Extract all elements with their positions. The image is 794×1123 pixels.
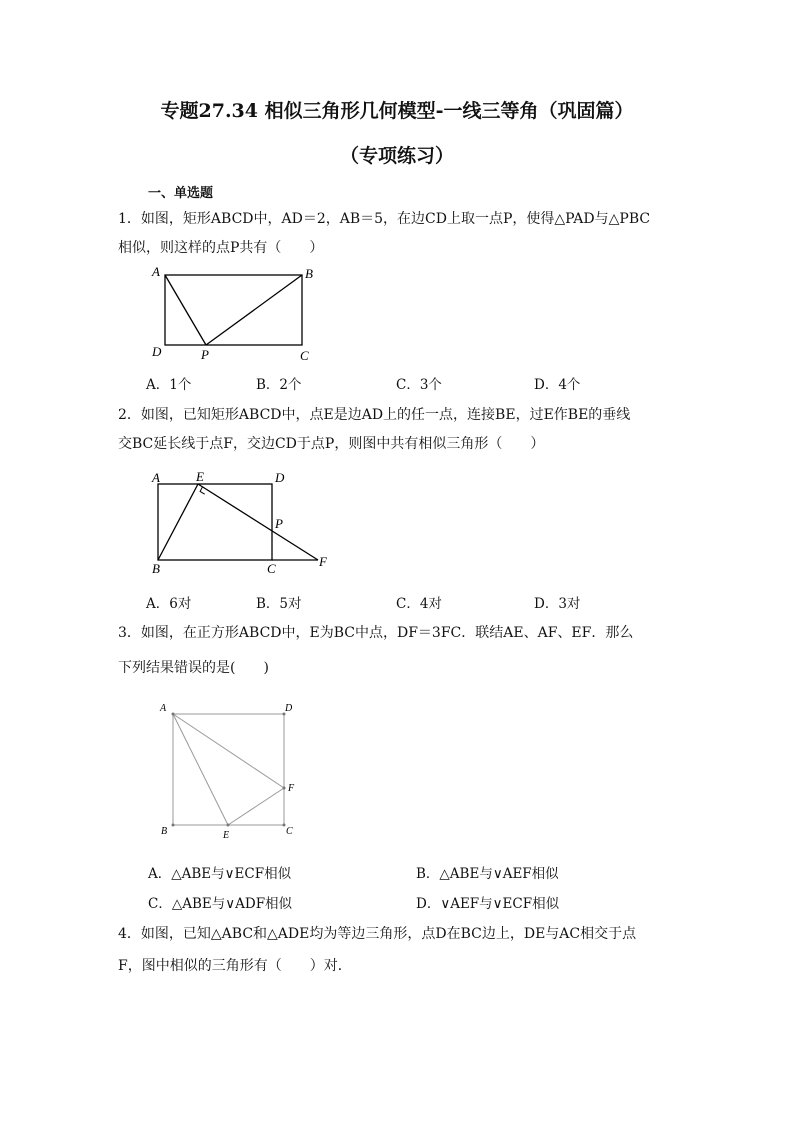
q2-option-a: A．6对 — [146, 596, 192, 612]
q1-label-B: B — [305, 266, 313, 281]
q3-option-d: D．∨AEF与∨ECF相似 — [416, 896, 560, 912]
q3-label-F: F — [288, 783, 295, 794]
q1-label-A: A — [152, 264, 160, 279]
q3-label-C: C — [286, 826, 293, 837]
question-2-text-line2: 交BC延长线于点F，交边CD于点P，则图中共有相似三角形（ ） — [118, 436, 545, 452]
section-heading: 一、单选题 — [148, 186, 214, 201]
question-3-figure — [150, 695, 310, 845]
question-2-text-line1: 2．如图，已知矩形ABCD中，点E是边AD上的任一点，连接BE，过E作BE的垂线 — [118, 407, 631, 423]
question-4-text-line2: F，图中相似的三角形有（ ）对． — [118, 958, 352, 974]
question-1-text-line1: 1．如图，矩形ABCD中，AD＝2，AB＝5，在边CD上取一点P，使得△PAD与△PBC — [118, 211, 651, 227]
page-subtitle: （专项练习） — [339, 145, 454, 167]
q1-label-D: D — [152, 344, 162, 359]
q2-option-d: D．3对 — [534, 596, 581, 612]
question-1-text-line2: 相似，则这样的点P共有（ ） — [118, 240, 324, 256]
q3-label-D: D — [285, 703, 293, 714]
question-2-figure — [140, 465, 340, 580]
q2-label-F: F — [319, 554, 327, 569]
q1-label-C: C — [300, 348, 309, 363]
q3-option-c: C．△ABE与∨ADF相似 — [148, 896, 293, 912]
q3-label-B: B — [161, 826, 168, 837]
q3-label-E: E — [223, 830, 230, 841]
q1-option-d: D．4个 — [534, 377, 581, 393]
question-4-text-line1: 4．如图，已知△ABC和△ADE均为等边三角形，点D在BC边上，DE与AC相交于点 — [118, 926, 637, 942]
q2-option-c: C．4对 — [396, 596, 442, 612]
q2-label-P: P — [275, 516, 283, 531]
page-title: 专题27.34 相似三角形几何模型-一线三等角（巩固篇） — [160, 100, 634, 122]
question-3-text-line1: 3．如图，在正方形ABCD中，E为BC中点，DF＝3FC．联结AE、AF、EF．那么 — [118, 625, 634, 641]
q3-option-a: A．△ABE与∨ECF相似 — [148, 866, 292, 882]
q2-label-C: C — [267, 561, 276, 576]
q2-label-B: B — [152, 561, 160, 576]
q3-option-b: B．△ABE与∨AEF相似 — [416, 866, 559, 882]
q1-option-b: B．2个 — [256, 377, 302, 393]
q2-option-b: B．5对 — [256, 596, 302, 612]
q1-option-c: C．3个 — [396, 377, 442, 393]
q3-label-A: A — [160, 703, 167, 714]
question-1-figure — [140, 262, 330, 367]
q2-label-A: A — [152, 470, 160, 485]
q1-option-a: A．1个 — [146, 377, 192, 393]
q1-label-P: P — [201, 347, 209, 362]
question-3-text-line2: 下列结果错误的是( ) — [118, 660, 269, 676]
q2-label-D: D — [275, 470, 285, 485]
q2-label-E: E — [196, 469, 204, 484]
